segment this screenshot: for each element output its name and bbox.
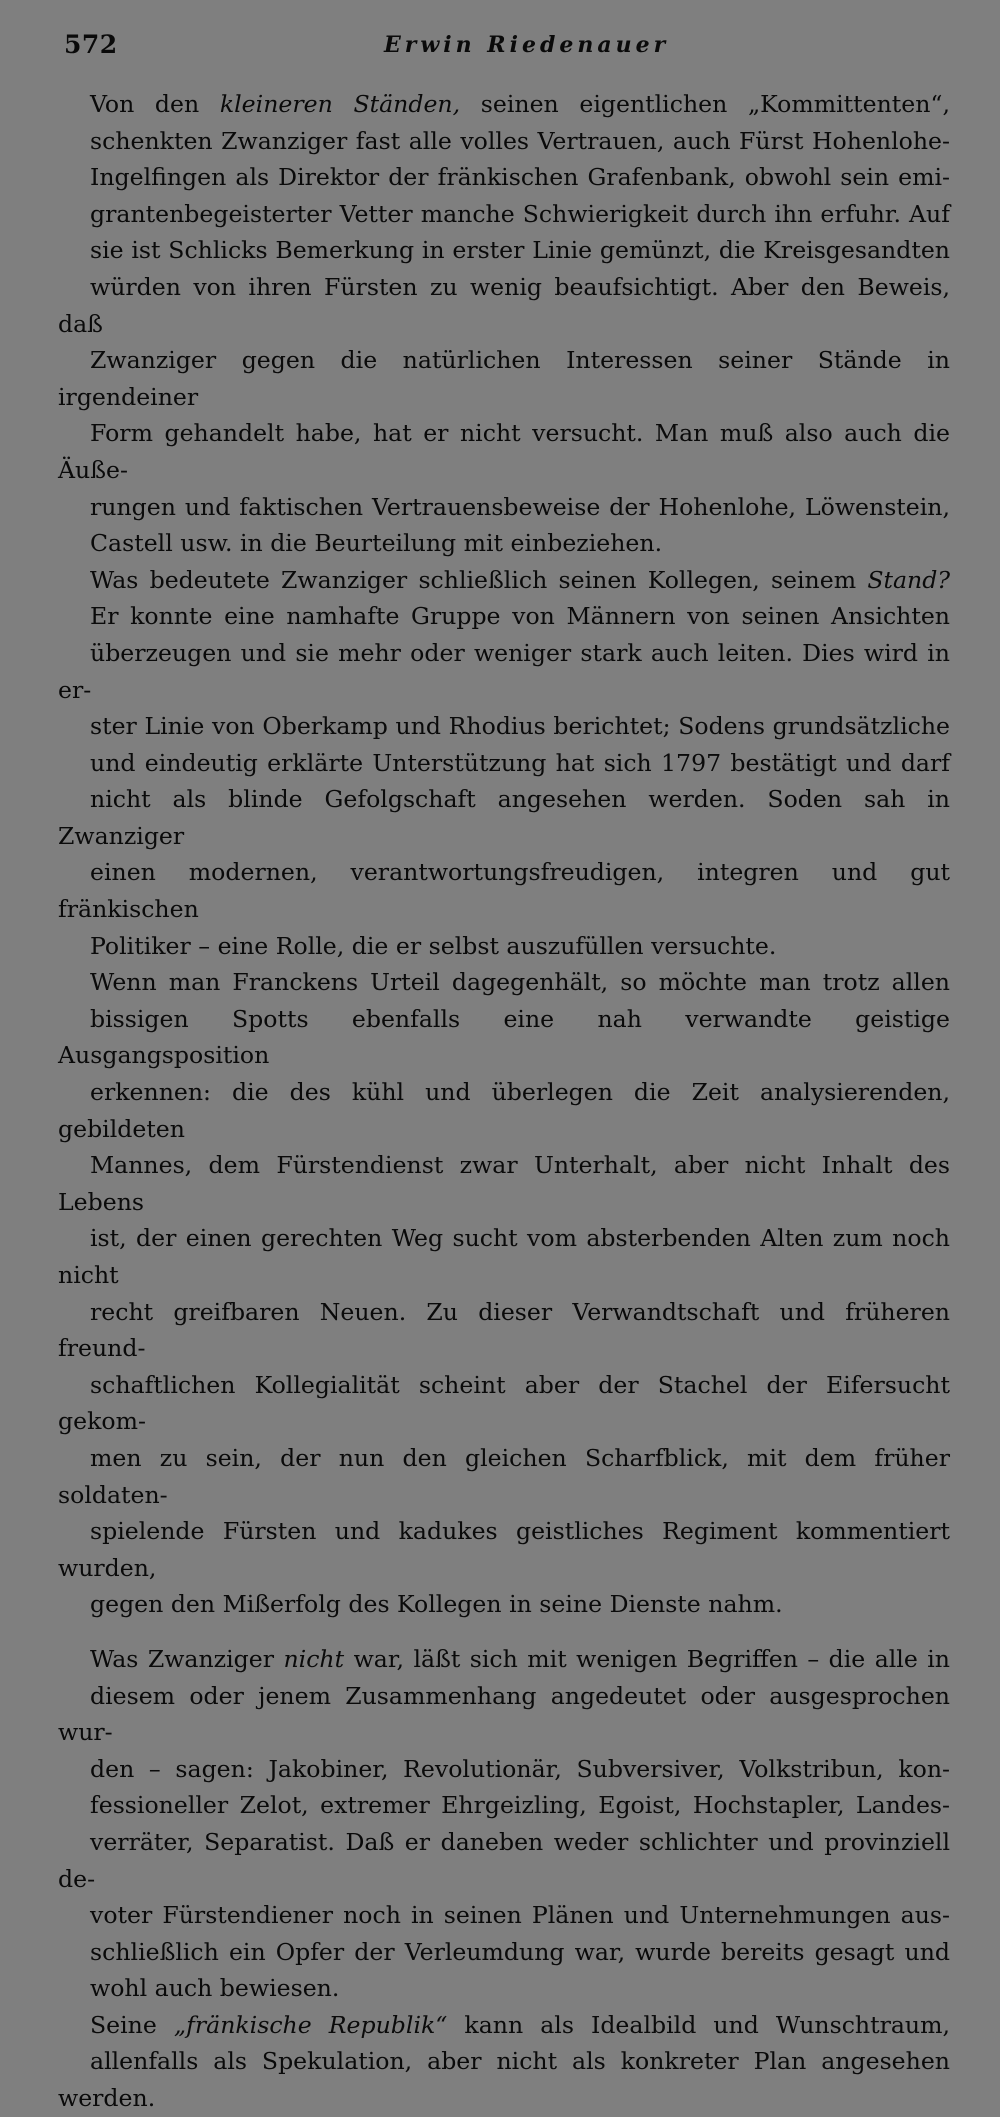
text-run: spielende Fürsten und kadukes geistliches Regiment kommentiert wurden, bbox=[58, 1517, 950, 1582]
text-line bbox=[58, 1641, 950, 1678]
text-run: sie ist Schlicks Bemerkung in erster Linie gemünzt, die Kreisgesandten bbox=[90, 236, 950, 265]
text-line bbox=[58, 86, 950, 123]
text-line bbox=[58, 1147, 950, 1220]
paragraph bbox=[58, 86, 950, 562]
text-run: überzeugen und sie mehr oder weniger stark auch leiten. Dies wird in er- bbox=[58, 638, 950, 704]
text-line bbox=[58, 1440, 950, 1513]
text-run: den – sagen: Jakobiner, Revolutionär, Subversiver, Volkstribun, kon- bbox=[90, 1754, 950, 1783]
text-line bbox=[58, 1970, 950, 2007]
text-line bbox=[58, 1934, 950, 1971]
text-run: Castell usw. in die Beurteilung mit einbeziehen. bbox=[90, 529, 663, 558]
text-line bbox=[58, 489, 950, 526]
text-run: Was bedeutete Zwanziger schließlich seinen Kollegen, seinem bbox=[90, 565, 868, 594]
text-line bbox=[58, 1897, 950, 1934]
text-line bbox=[58, 598, 950, 635]
paragraph bbox=[58, 2007, 950, 2117]
text-line bbox=[58, 196, 950, 233]
text-line bbox=[58, 1787, 950, 1824]
text-line bbox=[58, 269, 950, 342]
text-run: recht greifbaren Neuen. Zu dieser Verwandtschaft und früheren freund- bbox=[58, 1297, 950, 1363]
text-run: kann als Idealbild und Wunschtraum, bbox=[447, 2010, 950, 2039]
text-run: Was Zwanziger bbox=[90, 1644, 284, 1673]
text-line bbox=[58, 562, 950, 599]
text-line bbox=[58, 2043, 950, 2116]
text-run: Form gehandelt habe, hat er nicht versucht. Man muß also auch die Äuße- bbox=[58, 419, 950, 484]
text-run: war, läßt sich mit wenigen Begriffen – die alle in bbox=[344, 1644, 951, 1673]
text-run: nicht als blinde Gefolgschaft angesehen werden. Soden sah in Zwanziger bbox=[58, 785, 950, 850]
text-line bbox=[58, 635, 950, 708]
text-run: grantenbegeisterter Vetter manche Schwierigkeit durch ihn erfuhr. Auf bbox=[90, 199, 950, 228]
text-line bbox=[58, 1294, 950, 1367]
text-run: Seine bbox=[90, 2010, 174, 2039]
text-line bbox=[58, 159, 950, 196]
italic-text-run: „fränkische Republik“ bbox=[173, 2010, 448, 2039]
text-line bbox=[58, 781, 950, 854]
text-line bbox=[58, 1678, 950, 1751]
text-run: diesem oder jenem Zusammenhang angedeutet oder ausgesprochen wur- bbox=[58, 1681, 950, 1747]
text-run: fessioneller Zelot, extremer Ehrgeizling, Egoist, Hochstapler, Landes- bbox=[90, 1791, 950, 1820]
italic-text-run: kleineren Ständen, bbox=[219, 90, 461, 118]
text-run: und eindeutig erklärte Unterstützung hat sich 1797 bestätigt und darf bbox=[90, 748, 950, 777]
text-line bbox=[58, 2007, 950, 2044]
text-run: einen modernen, verantwortungsfreudigen, integren und gut fränkischen bbox=[58, 858, 950, 924]
text-run: voter Fürstendiener noch in seinen Plänen und Unternehmungen aus- bbox=[90, 1901, 950, 1930]
text-run: Wenn man Franckens Urteil dagegenhält, so möchte man trotz allen bbox=[90, 968, 950, 997]
text-run: men zu sein, der nun den gleichen Scharfblick, mit dem früher soldaten- bbox=[58, 1443, 950, 1509]
body-text bbox=[58, 86, 950, 2117]
text-line bbox=[58, 1586, 950, 1623]
text-line bbox=[58, 964, 950, 1001]
text-run: verräter, Separatist. Daß er daneben weder schlichter und provinziell de- bbox=[58, 1827, 950, 1893]
paragraph bbox=[58, 1641, 950, 2007]
text-run: schaftlichen Kollegialität scheint aber der Stachel der Eifersucht gekom- bbox=[58, 1370, 950, 1436]
text-run: schließlich ein Opfer der Verleumdung war, wurde bereits gesagt und bbox=[90, 1937, 950, 1966]
text-line bbox=[58, 745, 950, 782]
text-run: schenkten Zwanziger fast alle volles Vertrauen, auch Fürst Hohenlohe- bbox=[90, 126, 950, 155]
italic-text-run: nicht bbox=[283, 1644, 345, 1673]
running-head: Erwin Riedenauer bbox=[384, 32, 670, 58]
text-line bbox=[58, 232, 950, 269]
text-run: ist, der einen gerechten Weg sucht vom absterbenden Alten zum noch nicht bbox=[58, 1224, 950, 1289]
text-line bbox=[58, 1824, 950, 1897]
page-number: 572 bbox=[64, 30, 118, 59]
text-run: würden von ihren Fürsten zu wenig beaufsichtigt. Aber den Beweis, daß bbox=[58, 272, 950, 338]
italic-text-run: Stand? bbox=[867, 565, 950, 594]
page-header bbox=[64, 30, 944, 66]
text-run: Ingelfingen als Direktor der fränkischen Grafenbank, obwohl sein emi- bbox=[90, 163, 950, 192]
text-line bbox=[58, 1751, 950, 1788]
text-line bbox=[58, 928, 950, 965]
text-line bbox=[58, 342, 950, 415]
text-line bbox=[58, 854, 950, 927]
text-run: Mannes, dem Fürstendienst zwar Unterhalt, aber nicht Inhalt des Lebens bbox=[58, 1151, 950, 1216]
text-run: Zwanziger gegen die natürlichen Interessen seiner Stände in irgendeiner bbox=[58, 346, 950, 411]
text-line bbox=[58, 1074, 950, 1147]
text-run: erkennen: die des kühl und überlegen die Zeit analysierenden, gebildeten bbox=[58, 1078, 950, 1143]
text-run: bissigen Spotts ebenfalls eine nah verwandte geistige Ausgangsposition bbox=[58, 1004, 950, 1070]
text-run: rungen und faktischen Vertrauensbeweise der Hohenlohe, Löwenstein, bbox=[90, 492, 950, 521]
text-run: wohl auch bewiesen. bbox=[90, 1974, 340, 2003]
paragraph bbox=[58, 562, 950, 965]
text-line bbox=[58, 708, 950, 745]
text-line bbox=[58, 525, 950, 562]
paragraph bbox=[58, 964, 950, 1623]
text-run: ster Linie von Oberkamp und Rhodius berichtet; Sodens grundsätzliche bbox=[90, 712, 950, 741]
text-line bbox=[58, 1220, 950, 1293]
text-line bbox=[58, 1001, 950, 1074]
text-line bbox=[58, 1513, 950, 1586]
text-line bbox=[58, 123, 950, 160]
text-run: allenfalls als Spekulation, aber nicht als konkreter Plan angesehen werden. bbox=[58, 2047, 950, 2113]
text-run: Von den bbox=[90, 90, 220, 118]
text-run: Er konnte eine namhafte Gruppe von Männern von seinen Ansichten bbox=[90, 602, 950, 631]
text-run: seinen eigentlichen „Kommittenten“, bbox=[460, 90, 950, 118]
text-line bbox=[58, 415, 950, 488]
text-line bbox=[58, 1367, 950, 1440]
text-run: gegen den Mißerfolg des Kollegen in seine Dienste nahm. bbox=[90, 1590, 783, 1619]
text-run: Politiker – eine Rolle, die er selbst auszufüllen versuchte. bbox=[90, 931, 777, 960]
